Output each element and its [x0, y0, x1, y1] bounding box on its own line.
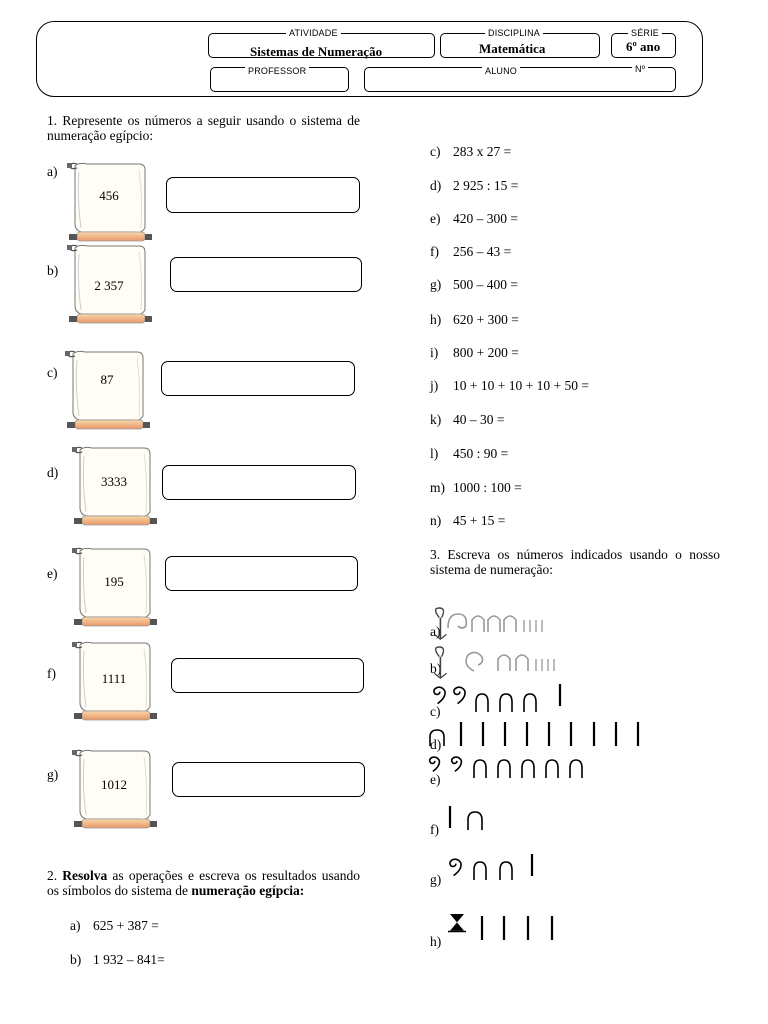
header-frame	[36, 21, 703, 97]
papyrus-scroll-icon	[70, 543, 158, 633]
answer-box[interactable]	[161, 361, 355, 396]
question-1-text: 1. Represente os números a seguir usando o sistema de numeração egípcio:	[47, 113, 360, 143]
question-1-item-letter: d)	[47, 465, 59, 480]
question-2-item	[430, 244, 511, 260]
answer-box[interactable]	[165, 556, 358, 591]
question-2-item-expression: 2 925 : 15 =	[453, 178, 519, 193]
question-2-item-expression: 10 + 10 + 10 + 10 + 50 =	[453, 378, 589, 393]
question-2-item-letter: d)	[430, 178, 442, 193]
question-2-item-letter: e)	[430, 211, 441, 226]
question-2-item-letter: m)	[430, 480, 445, 495]
disciplina-field[interactable]	[440, 28, 600, 58]
egyptian-numeral-glyphs	[428, 643, 688, 683]
question-2-item	[430, 412, 505, 428]
scroll-number: 3333	[101, 474, 127, 489]
question-2-body: as operações e escreva os resultados usando os símbolos do sistema de	[47, 868, 360, 898]
answer-box[interactable]	[172, 762, 365, 797]
egyptian-numeral-glyphs	[428, 604, 688, 644]
scroll-number: 87	[100, 372, 114, 387]
question-2-item-expression: 40 – 30 =	[453, 412, 505, 427]
papyrus-scroll-icon	[65, 158, 153, 248]
question-2-item-expression: 45 + 15 =	[453, 513, 506, 528]
question-2-item-expression: 625 + 387 =	[93, 918, 159, 933]
question-2-bold-resolva: Resolva	[62, 868, 108, 883]
question-2-item-expression: 283 x 27 =	[453, 144, 512, 159]
egyptian-numeral-glyphs	[428, 750, 688, 790]
question-2-item	[430, 378, 589, 394]
professor-label: PROFESSOR	[245, 66, 309, 76]
question-2-item	[430, 345, 519, 361]
question-3-item-letter: f)	[430, 822, 439, 837]
egyptian-numeral-glyphs	[428, 680, 688, 720]
question-2-item-letter: f)	[430, 244, 439, 259]
question-2-item-expression: 256 – 43 =	[453, 244, 512, 259]
question-3-item-letter: a)	[430, 624, 441, 639]
question-1-item-letter: f)	[47, 666, 56, 681]
answer-box[interactable]	[170, 257, 362, 292]
question-2-item	[430, 178, 518, 194]
question-2-item	[430, 480, 522, 496]
answer-box[interactable]	[166, 177, 360, 213]
question-2-item	[70, 918, 159, 934]
serie-value: 6º ano	[626, 39, 661, 54]
question-2-item	[70, 952, 165, 968]
question-3-item-letter: g)	[430, 872, 442, 887]
serie-field[interactable]	[611, 28, 676, 58]
question-2-item-letter: i)	[430, 345, 439, 360]
question-2-item	[430, 211, 518, 227]
question-2-item-expression: 420 – 300 =	[453, 211, 518, 226]
papyrus-scroll-icon	[70, 442, 158, 532]
question-2-item-letter: h)	[430, 312, 442, 327]
egyptian-numeral-glyphs	[428, 910, 688, 950]
question-1-item-letter: a)	[47, 164, 58, 179]
serie-label: SÉRIE	[628, 28, 662, 38]
atividade-label: ATIVIDADE	[286, 28, 341, 38]
question-3-item-letter: h)	[430, 934, 442, 949]
aluno-field[interactable]	[364, 64, 676, 92]
question-2-item-letter: b)	[70, 952, 82, 967]
papyrus-scroll-icon	[70, 637, 158, 727]
question-2-item-expression: 1000 : 100 =	[453, 480, 522, 495]
scroll-number: 456	[99, 188, 119, 203]
question-2-item	[430, 513, 505, 529]
question-3-text: 3. Escreva os números indicados usando o nosso sistema de numeração:	[430, 547, 720, 577]
question-2-item-letter: j)	[430, 378, 439, 393]
scroll-number: 2 357	[94, 278, 124, 293]
question-1-item-letter: g)	[47, 767, 59, 782]
question-2-item-expression: 450 : 90 =	[453, 446, 509, 461]
papyrus-scroll-icon	[63, 346, 151, 436]
scroll-number: 1012	[101, 777, 127, 792]
aluno-label: ALUNO	[482, 66, 520, 76]
question-2-item-letter: l)	[430, 446, 439, 461]
question-3-item-letter: e)	[430, 772, 441, 787]
question-2-item-letter: k)	[430, 412, 442, 427]
question-3-item-letter: c)	[430, 704, 441, 719]
question-3-item-letter: b)	[430, 661, 442, 676]
question-2-item-expression: 800 + 200 =	[453, 345, 519, 360]
question-2-item	[430, 144, 511, 160]
question-1-item-letter: c)	[47, 365, 58, 380]
question-2-item	[430, 446, 508, 462]
question-2-item-letter: a)	[70, 918, 81, 933]
question-2-item-letter: n)	[430, 513, 442, 528]
question-2-item-expression: 500 – 400 =	[453, 277, 518, 292]
disciplina-label: DISCIPLINA	[485, 28, 543, 38]
atividade-field[interactable]	[208, 28, 435, 59]
egyptian-numeral-glyphs	[428, 800, 688, 840]
question-2-item-expression: 620 + 300 =	[453, 312, 519, 327]
question-3-item-letter: d)	[430, 737, 442, 752]
atividade-value: Sistemas de Numeração	[250, 44, 383, 59]
answer-box[interactable]	[171, 658, 364, 693]
question-2-item-letter: c)	[430, 144, 441, 159]
disciplina-value: Matemática	[479, 41, 546, 56]
question-2-text	[47, 868, 360, 898]
scroll-number: 195	[104, 574, 124, 589]
question-1-item-letter: e)	[47, 566, 58, 581]
question-2-item-letter: g)	[430, 277, 442, 292]
question-1-item-letter: b)	[47, 263, 59, 278]
question-2-item	[430, 312, 519, 328]
answer-box[interactable]	[162, 465, 356, 500]
question-2-number: 2.	[47, 868, 58, 883]
question-2-item	[430, 277, 518, 293]
egyptian-numeral-glyphs	[428, 852, 688, 892]
question-2-bold-numeracao: numeração egípcia:	[191, 883, 305, 898]
scroll-number: 1111	[101, 671, 127, 686]
professor-field[interactable]	[210, 67, 349, 92]
papyrus-scroll-icon	[70, 745, 158, 835]
question-2-item-expression: 1 932 – 841=	[93, 952, 165, 967]
papyrus-scroll-icon	[65, 240, 153, 330]
numero-label: Nº	[632, 64, 648, 74]
